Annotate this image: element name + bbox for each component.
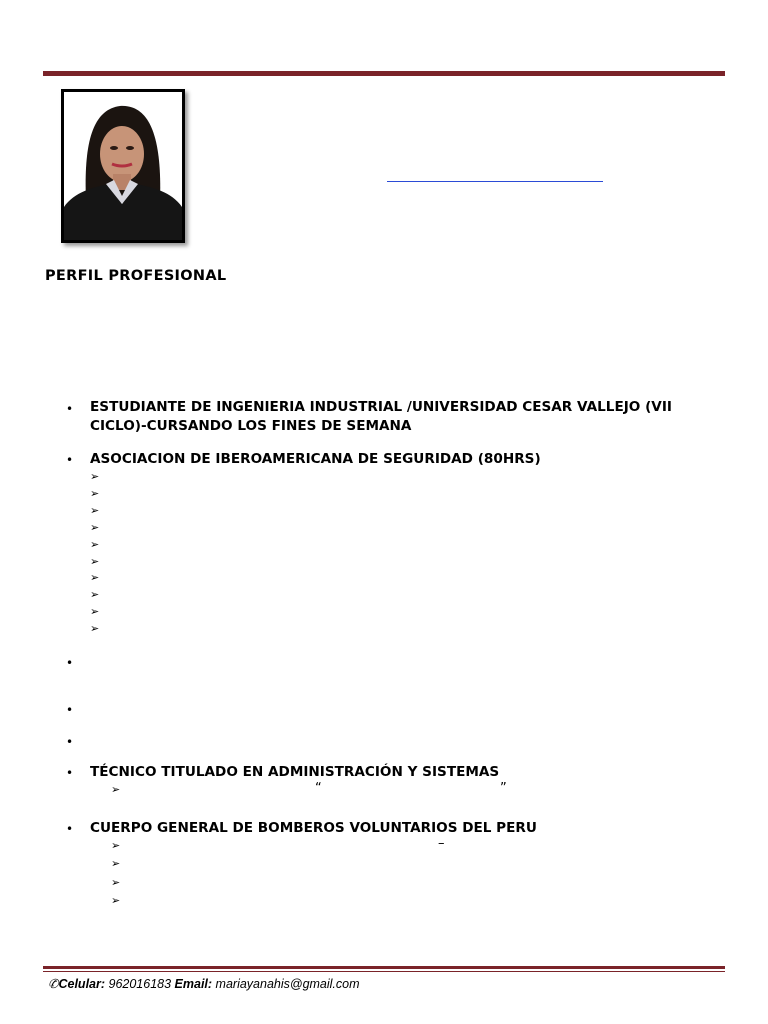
profile-photo-image	[64, 92, 182, 240]
section-title: PERFIL PROFESIONAL	[45, 268, 227, 284]
phone-icon: ✆	[48, 977, 59, 991]
arrow-marker: ➢	[90, 555, 100, 568]
arrow-marker: ➢	[90, 470, 100, 483]
close-quote: ”	[500, 781, 507, 796]
arrow-marker: ➢	[111, 839, 121, 852]
email-value[interactable]: mariayanahis@gmail.com	[212, 977, 360, 991]
arrow-marker: ➢	[90, 605, 100, 618]
item-university: ESTUDIANTE DE INGENIERIA INDUSTRIAL /UNIVERSIDAD CESAR VALLEJO (VII CICLO)-CURSANDO LOS FINES DE SEMANA	[90, 399, 672, 434]
item-security-association: ASOCIACION DE IBEROAMERICANA DE SEGURIDAD (80HRS)	[90, 451, 541, 467]
item-firefighters: CUERPO GENERAL DE BOMBEROS VOLUNTARIOS DEL PERU	[90, 820, 537, 836]
arrow-marker: ➢	[111, 894, 121, 907]
bullet-empty: •	[66, 656, 74, 670]
arrow-marker: ➢	[111, 857, 121, 870]
arrow-marker: ➢	[111, 876, 121, 889]
arrow-marker: ➢	[90, 588, 100, 601]
link-underline[interactable]	[387, 181, 603, 182]
bullet-4: •	[66, 822, 74, 836]
bullet-2: •	[66, 453, 74, 467]
arrow-marker: ➢	[90, 538, 100, 551]
arrow-marker: ➢	[90, 571, 100, 584]
item-technician: TÉCNICO TITULADO EN ADMINISTRACIÓN Y SISTEMAS	[90, 764, 500, 780]
arrow-marker: ➢	[90, 622, 100, 635]
profile-photo	[61, 89, 185, 243]
open-quote: “	[315, 781, 322, 796]
bullet-3: •	[66, 766, 74, 780]
footer-rule-thin	[43, 971, 725, 972]
footer-rule	[43, 966, 725, 969]
arrow-marker: ➢	[111, 783, 121, 796]
arrow-marker: ➢	[90, 487, 100, 500]
arrow-marker: ➢	[90, 504, 100, 517]
celular-label: Celular:	[58, 977, 106, 991]
celular-value: 962016183	[105, 977, 175, 991]
bullet-empty: •	[66, 703, 74, 717]
email-label: Email:	[174, 977, 213, 991]
arrow-marker: ➢	[90, 521, 100, 534]
contact-footer	[48, 976, 360, 991]
bullet-empty: •	[66, 735, 74, 749]
dash-mark: –	[438, 836, 445, 851]
header-rule	[43, 71, 725, 76]
bullet-1: •	[66, 402, 74, 416]
